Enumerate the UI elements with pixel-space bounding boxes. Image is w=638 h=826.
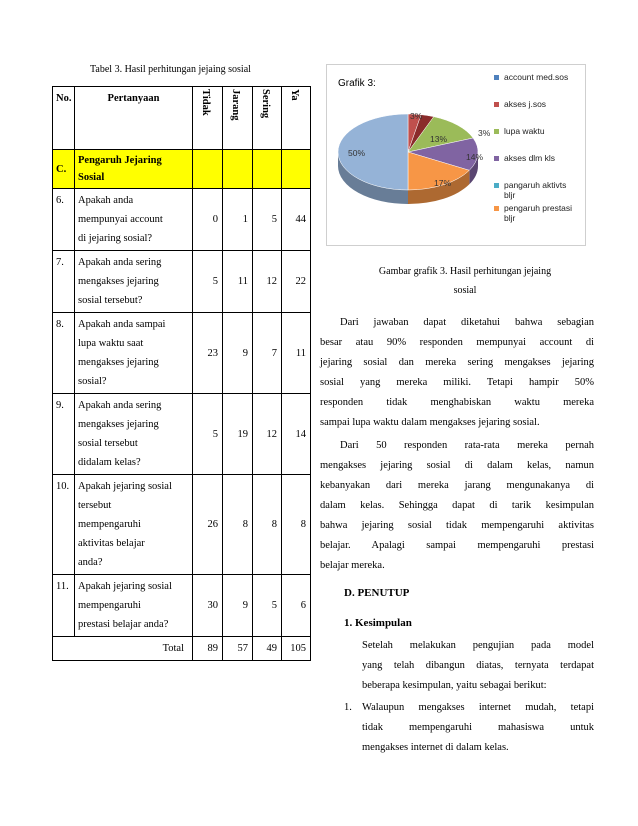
- chart-title: Grafik 3:: [338, 78, 376, 89]
- row-question: Apakah anda sampai lupa waktu saat mengakses jejaring sosial?: [75, 313, 193, 394]
- paragraph-2: Dari 50 responden rata-rata mereka pernah mengakses jejaring sosial di dalam kelas, namun kebanyakan dari mereka jarang mengunakanya di dalam kelas. Sehingga dapat di tarik kesimpulan bahwa jejaring sosial tidak mempengaruhi aktivitas belajar. Apalagi sampai mempengaruhi prestasi belajar mereka.: [320, 440, 594, 571]
- row-number: 11.: [53, 575, 75, 637]
- table-row: [53, 475, 311, 575]
- section-heading: D. PENUTUP: [344, 587, 410, 599]
- legend-swatch: [494, 75, 499, 80]
- legend-label: akses j.sos: [504, 99, 547, 109]
- list-item: Walaupun mengakses internet mudah, tetapi tidak mempengaruhi mahasiswa untuk mengakses internet di dalam kelas.: [362, 702, 594, 753]
- cell-jarang: 1: [223, 189, 253, 251]
- section-no: C.: [53, 150, 75, 189]
- table-row: [53, 189, 311, 251]
- total-tidak: 89: [193, 637, 223, 661]
- legend-swatch: [494, 206, 499, 211]
- legend-swatch: [494, 102, 499, 107]
- cell-tidak: 23: [193, 313, 223, 394]
- row-number: 9.: [53, 394, 75, 475]
- header-sering: Sering: [253, 87, 282, 150]
- pie-value-label: 14%: [466, 152, 484, 162]
- legend-item: [494, 126, 545, 136]
- legend-item: [494, 99, 546, 109]
- total-sering: 49: [253, 637, 282, 661]
- row-number: 10.: [53, 475, 75, 575]
- header-question: Pertanyaan: [75, 87, 193, 150]
- legend-swatch: [494, 129, 499, 134]
- legend-label: pangaruh aktivts bljr: [504, 180, 567, 200]
- section-title: Pengaruh Jejaring Sosial: [75, 150, 193, 189]
- pie-value-label: 50%: [348, 148, 366, 158]
- cell-sering: 12: [253, 251, 282, 313]
- pie-value-label: 3%: [478, 128, 491, 138]
- total-jarang: 57: [223, 637, 253, 661]
- pie-value-label: 3%: [410, 111, 423, 121]
- legend-item: [494, 203, 572, 223]
- row-question: Apakah anda sering mengakses jejaring sosial tersebut?: [75, 251, 193, 313]
- cell-sering: 5: [253, 575, 282, 637]
- figure-caption: Gambar grafik 3. Hasil perhitungan jejaing sosial: [378, 266, 552, 296]
- table-caption: Tabel 3. Hasil perhitungan jejaing sosial: [90, 64, 251, 75]
- table-row: [53, 394, 311, 475]
- row-question: Apakah anda mempunyai account di jejaring sosial?: [75, 189, 193, 251]
- paragraph-1: Dari jawaban dapat diketahui bahwa sebagian besar atau 90% responden mempunyai account di jejaring sosial dan mereka sering mengakses jejaring sosial yang mereka miliki. Tetapi hampir 50% responden tidak menghabiskan waktu mereka sampai lupa waktu dalam mengakses jejaring sosial.: [320, 317, 594, 428]
- cell-ya: 8: [282, 475, 311, 575]
- total-row: [53, 637, 311, 661]
- pie-value-label: 13%: [430, 134, 448, 144]
- cell-jarang: 11: [223, 251, 253, 313]
- cell-tidak: 5: [193, 394, 223, 475]
- list-number: 1.: [344, 702, 352, 713]
- cell-ya: 14: [282, 394, 311, 475]
- header-tidak: Tidak: [193, 87, 223, 150]
- legend-item: [494, 72, 568, 82]
- cell-sering: 7: [253, 313, 282, 394]
- header-jarang: Jarang: [223, 87, 253, 150]
- cell-ya: 22: [282, 251, 311, 313]
- cell-sering: 12: [253, 394, 282, 475]
- row-number: 6.: [53, 189, 75, 251]
- cell-tidak: 5: [193, 251, 223, 313]
- row-number: 7.: [53, 251, 75, 313]
- pie-chart: [326, 64, 586, 246]
- legend-item: [494, 153, 555, 163]
- row-question: Apakah jejaring sosial tersebut mempengaruhi aktivitas belajar anda?: [75, 475, 193, 575]
- results-table: [52, 86, 311, 661]
- table-row: [53, 251, 311, 313]
- cell-jarang: 8: [223, 475, 253, 575]
- cell-jarang: 9: [223, 313, 253, 394]
- cell-ya: 44: [282, 189, 311, 251]
- total-ya: 105: [282, 637, 311, 661]
- header-no: No.: [53, 87, 75, 150]
- cell-tidak: 0: [193, 189, 223, 251]
- legend-label: akses dlm kls: [504, 153, 556, 163]
- row-question: Apakah anda sering mengakses jejaring sosial tersebut didalam kelas?: [75, 394, 193, 475]
- cell-tidak: 30: [193, 575, 223, 637]
- row-question: Apakah jejaring sosial mempengaruhi prestasi belajar anda?: [75, 575, 193, 637]
- total-label: Total: [53, 637, 193, 661]
- legend-swatch: [494, 183, 499, 188]
- table-row: [53, 313, 311, 394]
- cell-ya: 11: [282, 313, 311, 394]
- legend-item: [494, 180, 566, 200]
- subsection-heading: 1. Kesimpulan: [344, 617, 412, 629]
- legend-label: lupa waktu: [504, 126, 545, 136]
- cell-sering: 8: [253, 475, 282, 575]
- header-ya: Ya: [282, 87, 311, 150]
- legend-label: pengaruh prestasi bljr: [504, 203, 573, 223]
- cell-jarang: 19: [223, 394, 253, 475]
- row-number: 8.: [53, 313, 75, 394]
- section-row: [53, 150, 311, 189]
- table-header-row: [53, 87, 311, 150]
- cell-ya: 6: [282, 575, 311, 637]
- conclusion-text: Setelah melakukan pengujian pada model yang telah dibangun diatas, ternyata terdapat beberapa kesimpulan, yaitu sebagai berikut:: [362, 640, 594, 691]
- legend-label: account med.sos: [504, 72, 569, 82]
- pie-value-label: 17%: [434, 178, 452, 188]
- table-row: [53, 575, 311, 637]
- legend-swatch: [494, 156, 499, 161]
- cell-tidak: 26: [193, 475, 223, 575]
- cell-sering: 5: [253, 189, 282, 251]
- cell-jarang: 9: [223, 575, 253, 637]
